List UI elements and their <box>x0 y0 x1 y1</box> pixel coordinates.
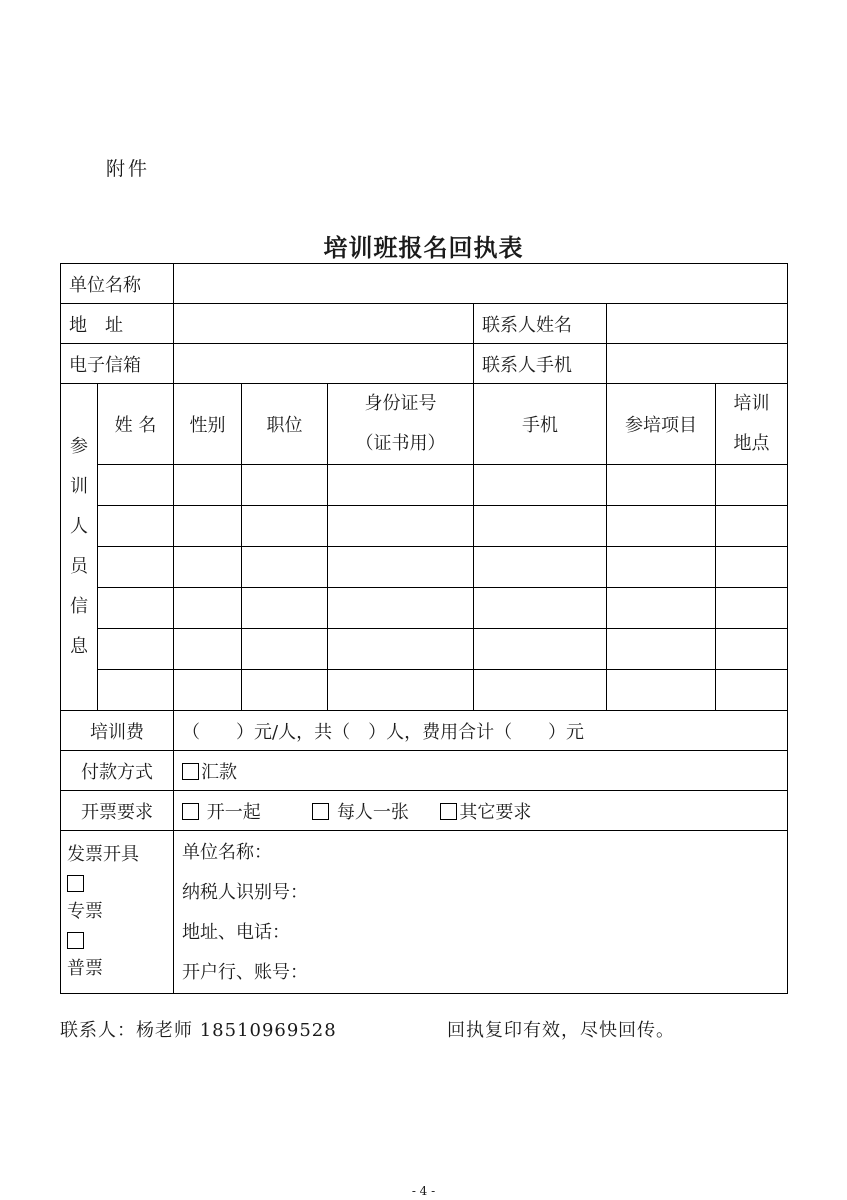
participant-project-cell[interactable] <box>607 506 716 547</box>
participant-id-cell[interactable] <box>328 670 474 711</box>
participant-id-cell[interactable] <box>328 506 474 547</box>
participant-project-cell[interactable] <box>607 670 716 711</box>
bank-account-field[interactable]: 开户行、账号： <box>182 962 308 983</box>
participant-id-cell[interactable] <box>328 629 474 670</box>
participant-position-cell[interactable] <box>242 670 328 711</box>
combined-invoice-checkbox[interactable] <box>182 803 199 820</box>
side-label-char: 参 <box>70 436 88 457</box>
participant-phone-cell[interactable] <box>474 588 607 629</box>
participant-name-cell[interactable] <box>98 588 174 629</box>
participant-project-cell[interactable] <box>607 547 716 588</box>
side-label-char: 息 <box>70 636 88 657</box>
wire-transfer-checkbox[interactable] <box>182 763 199 780</box>
participant-row <box>61 506 788 547</box>
per-person-invoice-checkbox[interactable] <box>312 803 329 820</box>
participant-location-cell[interactable] <box>716 506 788 547</box>
participant-info-side-label <box>61 384 98 711</box>
address-field[interactable] <box>174 304 474 344</box>
participant-row <box>61 588 788 629</box>
participant-location-cell[interactable] <box>716 670 788 711</box>
participant-name-cell[interactable] <box>98 670 174 711</box>
participant-location-cell[interactable] <box>716 629 788 670</box>
ordinary-invoice-checkbox[interactable] <box>67 932 84 949</box>
header-phone: 手机 <box>474 384 607 465</box>
header-id-line1: 身份证号 <box>364 393 437 414</box>
header-location-line2: 地点 <box>733 433 770 454</box>
email-label: 电子信箱 <box>61 344 174 384</box>
header-gender: 性别 <box>174 384 242 465</box>
participant-project-cell[interactable] <box>607 465 716 506</box>
header-position: 职位 <box>242 384 328 465</box>
side-label-char: 员 <box>70 556 88 577</box>
header-name: 姓 名 <box>98 384 174 465</box>
other-requirement-checkbox[interactable] <box>440 803 457 820</box>
participant-gender-cell[interactable] <box>174 506 242 547</box>
invoice-issue-block <box>61 831 174 994</box>
participant-project-cell[interactable] <box>607 588 716 629</box>
participant-phone-cell[interactable] <box>474 629 607 670</box>
participant-name-cell[interactable] <box>98 506 174 547</box>
participant-location-cell[interactable] <box>716 547 788 588</box>
contact-phone-label: 联系人手机 <box>474 344 607 384</box>
participant-position-cell[interactable] <box>242 588 328 629</box>
taxpayer-id-field[interactable]: 纳税人识别号： <box>182 882 308 903</box>
participant-position-cell[interactable] <box>242 506 328 547</box>
participant-phone-cell[interactable] <box>474 506 607 547</box>
participant-row <box>61 629 788 670</box>
address-label: 地 址 <box>61 304 174 344</box>
participant-project-cell[interactable] <box>607 629 716 670</box>
header-project: 参培项目 <box>607 384 716 465</box>
participant-position-cell[interactable] <box>242 547 328 588</box>
participant-gender-cell[interactable] <box>174 465 242 506</box>
attachment-label: 附件 <box>106 158 151 180</box>
special-invoice-checkbox[interactable] <box>67 875 84 892</box>
payment-label: 付款方式 <box>61 751 174 791</box>
fee-label: 培训费 <box>61 711 174 751</box>
contact-name-field[interactable] <box>607 304 788 344</box>
participant-name-cell[interactable] <box>98 629 174 670</box>
invoice-issue-label: 发票开具 <box>67 844 139 865</box>
participant-id-cell[interactable] <box>328 588 474 629</box>
participant-phone-cell[interactable] <box>474 547 607 588</box>
participant-location-cell[interactable] <box>716 465 788 506</box>
participant-row <box>61 547 788 588</box>
participant-phone-cell[interactable] <box>474 670 607 711</box>
participant-location-cell[interactable] <box>716 588 788 629</box>
participant-gender-cell[interactable] <box>174 547 242 588</box>
registration-form-table <box>60 263 788 994</box>
unit-name-field[interactable] <box>174 264 788 304</box>
invoice-requirement-label: 开票要求 <box>61 791 174 831</box>
special-invoice-label: 专票 <box>67 901 103 922</box>
header-id-line2: （证书用） <box>355 433 446 454</box>
address-phone-field[interactable]: 地址、电话： <box>182 922 290 943</box>
participant-name-cell[interactable] <box>98 547 174 588</box>
participant-position-cell[interactable] <box>242 465 328 506</box>
header-location-line1: 培训 <box>733 393 770 414</box>
unit-name-label: 单位名称 <box>61 264 174 304</box>
fee-text[interactable]: （ ）元/人，共（ ）人，费用合计（ ）元 <box>174 711 788 751</box>
header-id-number <box>328 384 474 465</box>
participant-gender-cell[interactable] <box>174 629 242 670</box>
invoice-details <box>174 831 788 994</box>
participant-position-cell[interactable] <box>242 629 328 670</box>
participant-gender-cell[interactable] <box>174 588 242 629</box>
side-label-char: 训 <box>70 476 88 497</box>
participant-row <box>61 465 788 506</box>
email-field[interactable] <box>174 344 474 384</box>
participant-name-cell[interactable] <box>98 465 174 506</box>
combined-invoice-label: 开一起 <box>206 801 261 823</box>
form-title: 培训班报名回执表 <box>323 233 524 262</box>
participant-id-cell[interactable] <box>328 465 474 506</box>
participant-phone-cell[interactable] <box>474 465 607 506</box>
payment-options <box>174 751 788 791</box>
page-number: - 4 - <box>411 1184 436 1198</box>
wire-transfer-label: 汇款 <box>201 761 237 783</box>
side-label-char: 信 <box>70 596 88 617</box>
contact-phone-field[interactable] <box>607 344 788 384</box>
participant-gender-cell[interactable] <box>174 670 242 711</box>
per-person-invoice-label: 每人一张 <box>336 801 409 823</box>
ordinary-invoice-label: 普票 <box>67 958 103 979</box>
footer-note: 回执复印有效，尽快回传。 <box>447 1020 675 1041</box>
contact-name-label: 联系人姓名 <box>474 304 607 344</box>
participant-row <box>61 670 788 711</box>
invoice-unit-name-field[interactable]: 单位名称： <box>182 842 272 863</box>
footer-contact: 联系人：杨老师 18510969528 <box>60 1020 337 1041</box>
side-label-char: 人 <box>70 516 88 537</box>
participant-id-cell[interactable] <box>328 547 474 588</box>
other-requirement-label: 其它要求 <box>459 801 532 823</box>
header-location <box>716 384 788 465</box>
invoice-requirement-options <box>174 791 788 831</box>
